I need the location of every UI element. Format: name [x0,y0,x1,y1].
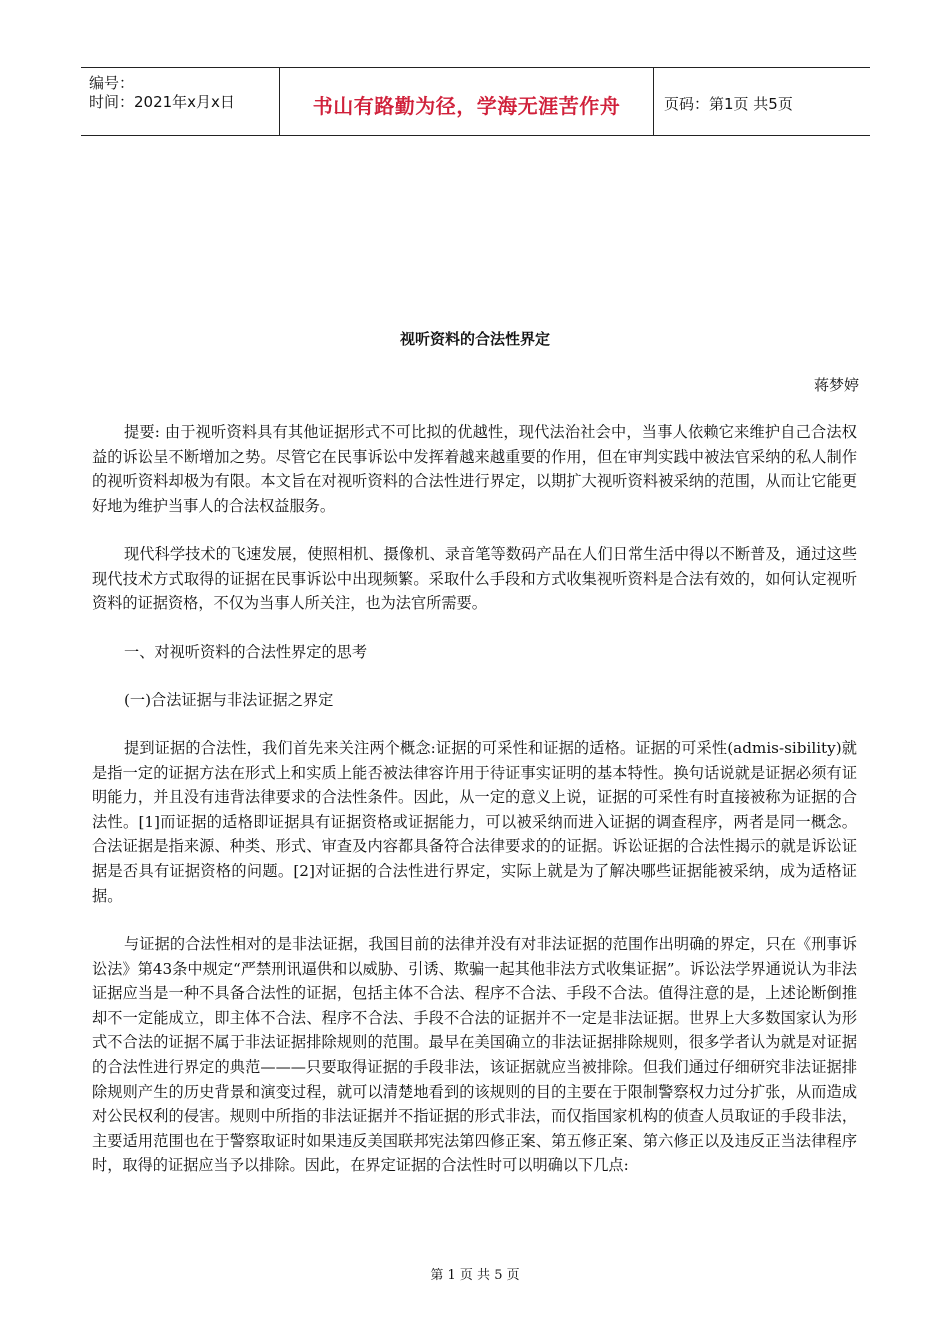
time-label: 时间：2021年x月x日 [89,93,235,111]
header-meta-cell [81,68,280,135]
subsection-heading: (一)合法证据与非法证据之界定 [124,691,334,709]
section-heading: 一、对视听资料的合法性界定的思考 [124,643,367,661]
page-info: 页码：第1页 共5页 [664,95,793,113]
abstract-paragraph: 提要: 由于视听资料具有其他证据形式不可比拟的优越性，现代法治社会中，当事人依赖它来维护自己合法权益的诉讼呈不断增加之势。尽管它在民事诉讼中发挥着越来越重要的作用，但在审判实践中被法官采纳的私人制作的视听资料却极为有限。本文旨在对视听资料的合法性进行界定，以期扩大视听资料被采纳的范围，从而让它能更好地为维护当事人的合法权益服务。 [92,423,857,515]
body-paragraph: 与证据的合法性相对的是非法证据，我国目前的法律并没有对非法证据的范围作出明确的界定，只在《刑事诉讼法》第43条中规定“严禁刑讯逼供和以威胁、引诱、欺骗一起其他非法方式收集证据”。诉讼法学界通说认为非法证据应当是一种不具备合法性的证据，包括主体不合法、程序不合法、手段不合法。值得注意的是，上述论断倒推却不一定能成立，即主体不合法、程序不合法、手段不合法的证据并不一定是非法证据。世界上大多数国家认为形式不合法的证据不属于非法证据排除规则的范围。最早在美国确立的非法证据排除规则，很多学者认为就是对证据的合法性进行界定的典范———只要取得证据的手段非法，该证据就应当被排除。但我们通过仔细研究非法证据排除规则产生的历史背景和演变过程，就可以清楚地看到的该规则的目的主要在于限制警察权力过分扩张，从而造成对公民权利的侵害。规则中所指的非法证据并不指证据的形式非法，而仅指国家机构的侦查人员取证的手段非法，主要适用范围也在于警察取证时如果违反美国联邦宪法第四修正案、第五修正案、第六修正以及违反正当法律程序时，取得的证据应当予以排除。因此，在界定证据的合法性时可以明确以下几点: [92,935,857,1175]
article-title: 视听资料的合法性界定 [399,330,550,348]
header-table [81,67,870,136]
body-paragraph: 提到证据的合法性，我们首先来关注两个概念:证据的可采性和证据的适格。证据的可采性(admis-sibility)就是指一定的证据方法在形式上和实质上能否被法律容许用于待证事实证明的基本特性。换句话说就是证据必须有证明能力，并且没有违背法律要求的合法性条件。因此，从一定的意义上说，证据的可采性有时直接被称为证据的合法性。[1]而证据的适格即证据具有证据资格或证据能力，可以被采纳而进入证据的调查程序，两者是同一概念。合法证据是指来源、种类、形式、审查及内容都具备符合法律要求的的证据。诉讼证据的合法性揭示的就是诉讼证据是否具有证据资格的问题。[2]对证据的合法性进行界定，实际上就是为了解决哪些证据能被采纳，成为适格证据。 [92,739,857,905]
header-motto-cell [280,68,654,135]
article-author: 蒋梦婷 [813,376,859,394]
number-label: 编号： [89,74,135,92]
header-page-cell [654,68,870,135]
motto-text: 书山有路勤为径，学海无涯苦作舟 [312,94,621,118]
body-paragraph: 现代科学技术的飞速发展，使照相机、摄像机、录音笔等数码产品在人们日常生活中得以不断普及，通过这些现代技术方式取得的证据在民事诉讼中出现频繁。采取什么手段和方式收集视听资料是合法有效的，如何认定视听资料的证据资格，不仅为当事人所关注，也为法官所需要。 [92,545,857,613]
page-footer: 第 1 页 共 5 页 [430,1268,520,1283]
